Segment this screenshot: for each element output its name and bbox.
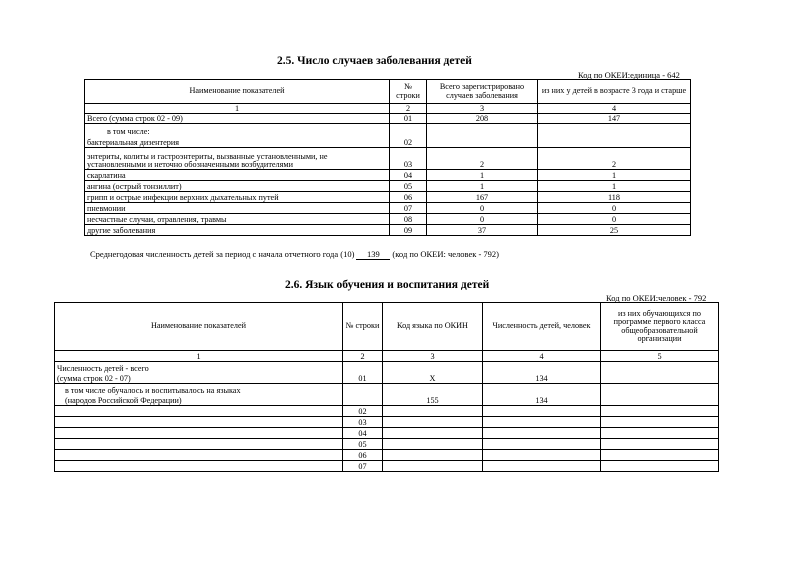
row-line: 06 bbox=[343, 450, 383, 461]
row-count: 134 bbox=[483, 362, 601, 384]
disease-cases-table bbox=[84, 79, 691, 236]
row-name bbox=[55, 439, 343, 450]
header-age-3-plus: из них у детей в возрасте 3 года и старше bbox=[538, 80, 691, 104]
row-line bbox=[343, 384, 383, 406]
row-first-grade bbox=[601, 428, 719, 439]
row-name-main: Численность детей - всего bbox=[57, 363, 149, 373]
row-name bbox=[55, 384, 343, 406]
colnum-4: 4 bbox=[538, 104, 691, 114]
colnum-3: 3 bbox=[427, 104, 538, 114]
row-name bbox=[85, 124, 390, 148]
row-first-grade bbox=[601, 362, 719, 384]
header-line-number: № строки bbox=[390, 80, 427, 104]
table-row bbox=[85, 214, 691, 225]
row-name bbox=[55, 417, 343, 428]
language-table bbox=[54, 302, 719, 472]
row-age3 bbox=[538, 124, 691, 148]
row-lang-code: 155 bbox=[383, 384, 483, 406]
header-children-count: Численность детей, человек bbox=[483, 303, 601, 351]
table-row bbox=[85, 181, 691, 192]
row-name: другие заболевания bbox=[85, 225, 390, 236]
row-line: 02 bbox=[390, 124, 427, 148]
header-first-grade: из них обучающихся по программе первого класса общеобразовательной организации bbox=[601, 303, 719, 351]
row-lang-code bbox=[383, 461, 483, 472]
colnum-5: 5 bbox=[601, 351, 719, 362]
row-first-grade bbox=[601, 461, 719, 472]
row-line: 01 bbox=[343, 362, 383, 384]
row-count bbox=[483, 461, 601, 472]
row-age3: 1 bbox=[538, 170, 691, 181]
row-line: 09 bbox=[390, 225, 427, 236]
row-count bbox=[483, 439, 601, 450]
row-name-main: в том числе обучалось и воспитывалось на языках bbox=[65, 385, 241, 395]
table-row bbox=[55, 406, 719, 417]
row-count: 134 bbox=[483, 384, 601, 406]
row-line: 06 bbox=[390, 192, 427, 203]
table-row bbox=[85, 225, 691, 236]
row-name: энтериты, колиты и гастроэнтериты, вызванные установленными, не установленными и неточно обозначенными возбудителями bbox=[85, 148, 390, 170]
header-total-cases: Всего зарегистрировано случаев заболевания bbox=[427, 80, 538, 104]
row-total: 1 bbox=[427, 181, 538, 192]
row-line: 04 bbox=[390, 170, 427, 181]
row-lang-code bbox=[383, 406, 483, 417]
row-age3: 25 bbox=[538, 225, 691, 236]
row-line: 07 bbox=[390, 203, 427, 214]
average-children-line bbox=[90, 249, 499, 260]
colnum-3: 3 bbox=[383, 351, 483, 362]
table-row bbox=[85, 170, 691, 181]
row-line: 05 bbox=[390, 181, 427, 192]
row-name: пневмонии bbox=[85, 203, 390, 214]
table-row bbox=[55, 461, 719, 472]
row-name: несчастные случаи, отравления, травмы bbox=[85, 214, 390, 225]
section-2-5-okei-code: Код по ОКЕИ:единица - 642 bbox=[578, 70, 680, 80]
row-total: 208 bbox=[427, 114, 538, 124]
row-age3: 2 bbox=[538, 148, 691, 170]
table-header-row bbox=[55, 303, 719, 351]
row-name: ангина (острый тонзиллит) bbox=[85, 181, 390, 192]
table-row bbox=[55, 428, 719, 439]
row-name bbox=[55, 461, 343, 472]
colnum-4: 4 bbox=[483, 351, 601, 362]
row-count bbox=[483, 406, 601, 417]
colnum-2: 2 bbox=[390, 104, 427, 114]
table-row bbox=[55, 450, 719, 461]
row-age3: 147 bbox=[538, 114, 691, 124]
column-number-row bbox=[55, 351, 719, 362]
row-lang-code bbox=[383, 450, 483, 461]
row-lang-code bbox=[383, 417, 483, 428]
header-line-number: № строки bbox=[343, 303, 383, 351]
row-name bbox=[55, 406, 343, 417]
row-lang-code: X bbox=[383, 362, 483, 384]
row-line: 07 bbox=[343, 461, 383, 472]
header-language-code: Код языка по ОКИН bbox=[383, 303, 483, 351]
average-children-label: Среднегодовая численность детей за период с начала отчетного года (10) bbox=[90, 249, 355, 259]
average-children-value: 139 bbox=[356, 249, 390, 260]
row-line: 08 bbox=[390, 214, 427, 225]
row-total: 1 bbox=[427, 170, 538, 181]
row-line: 01 bbox=[390, 114, 427, 124]
table-row bbox=[85, 192, 691, 203]
section-2-6-title: 2.6. Язык обучения и воспитания детей bbox=[285, 279, 490, 291]
row-name-detail: (народов Российской Федерации) bbox=[65, 395, 182, 405]
row-total: 37 bbox=[427, 225, 538, 236]
table-row bbox=[85, 148, 691, 170]
row-line: 04 bbox=[343, 428, 383, 439]
row-first-grade bbox=[601, 450, 719, 461]
row-total bbox=[427, 124, 538, 148]
section-2-6-okei-code: Код по ОКЕИ:человек - 792 bbox=[606, 293, 707, 303]
row-name bbox=[55, 362, 343, 384]
row-age3: 1 bbox=[538, 181, 691, 192]
row-age3: 0 bbox=[538, 214, 691, 225]
row-name: скарлатина bbox=[85, 170, 390, 181]
colnum-1: 1 bbox=[85, 104, 390, 114]
row-age3: 118 bbox=[538, 192, 691, 203]
row-first-grade bbox=[601, 406, 719, 417]
row-lang-code bbox=[383, 439, 483, 450]
row-name: Всего (сумма строк 02 - 09) bbox=[85, 114, 390, 124]
row-first-grade bbox=[601, 439, 719, 450]
table-row bbox=[85, 124, 691, 148]
table-row bbox=[85, 114, 691, 124]
row-name-detail: бактериальная дизентерия bbox=[87, 137, 179, 147]
table-row bbox=[55, 439, 719, 450]
row-line: 03 bbox=[390, 148, 427, 170]
row-name-sub: в том числе: bbox=[107, 126, 150, 136]
header-indicator-name: Наименование показателей bbox=[85, 80, 390, 104]
row-total: 0 bbox=[427, 203, 538, 214]
row-name-detail: (сумма строк 02 - 07) bbox=[57, 373, 131, 383]
row-count bbox=[483, 450, 601, 461]
table-row bbox=[55, 362, 719, 384]
row-total: 167 bbox=[427, 192, 538, 203]
row-total: 0 bbox=[427, 214, 538, 225]
header-indicator-name: Наименование показателей bbox=[55, 303, 343, 351]
row-name bbox=[55, 428, 343, 439]
row-line: 05 bbox=[343, 439, 383, 450]
row-count bbox=[483, 417, 601, 428]
table-row bbox=[55, 384, 719, 406]
row-line: 03 bbox=[343, 417, 383, 428]
colnum-2: 2 bbox=[343, 351, 383, 362]
average-children-unit: (код по ОКЕИ: человек - 792) bbox=[392, 249, 500, 259]
row-first-grade bbox=[601, 384, 719, 406]
section-2-5-title: 2.5. Число случаев заболевания детей bbox=[277, 55, 472, 67]
colnum-1: 1 bbox=[55, 351, 343, 362]
table-row bbox=[85, 203, 691, 214]
row-name: грипп и острые инфекции верхних дыхательных путей bbox=[85, 192, 390, 203]
row-line: 02 bbox=[343, 406, 383, 417]
row-total: 2 bbox=[427, 148, 538, 170]
row-count bbox=[483, 428, 601, 439]
table-row bbox=[55, 417, 719, 428]
row-name bbox=[55, 450, 343, 461]
row-lang-code bbox=[383, 428, 483, 439]
row-first-grade bbox=[601, 417, 719, 428]
row-age3: 0 bbox=[538, 203, 691, 214]
column-number-row bbox=[85, 104, 691, 114]
table-header-row bbox=[85, 80, 691, 104]
